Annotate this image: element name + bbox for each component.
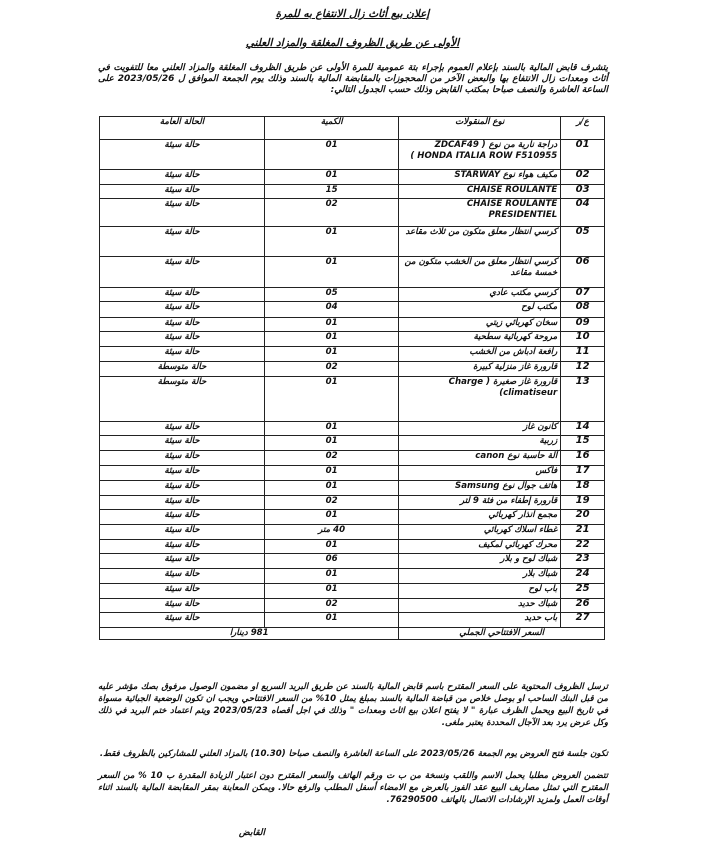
row-qty: 02	[264, 496, 398, 510]
row-kind: زربية	[399, 436, 561, 451]
row-kind: CHAISE ROULANTE	[399, 185, 561, 199]
row-state: حالة سيئة	[100, 451, 265, 466]
row-qty: 01	[264, 257, 398, 288]
table-row	[100, 199, 605, 227]
table-row	[100, 613, 605, 628]
row-num: 18	[561, 481, 605, 496]
row-num: 09	[561, 318, 605, 332]
notice-title-line1: إعلان بيع أثاث زال الانتفاع به للمرة	[275, 8, 430, 20]
row-qty: 01	[264, 540, 398, 554]
row-kind: قارورة غاز صغيرة ( Charge climatiseur)	[399, 377, 561, 422]
row-state: حالة سيئة	[100, 332, 265, 347]
row-num: 08	[561, 302, 605, 318]
row-state: حالة سيئة	[100, 422, 265, 436]
table-body	[100, 140, 605, 628]
row-qty: 02	[264, 599, 398, 613]
table-row	[100, 554, 605, 569]
signature: القابض	[238, 828, 265, 838]
table-row	[100, 436, 605, 451]
row-state: حالة سيئة	[100, 569, 265, 584]
row-num: 05	[561, 227, 605, 257]
row-kind: مروحة كهربائية سطحية	[399, 332, 561, 347]
row-num: 27	[561, 613, 605, 628]
offer-contents-paragraph: تتضمن العروض مطلبا يحمل الاسم واللقب ونسخة من ب ت ورقم الهاتف والسعر المقترح دون اعتبار الزيادة المقدرة ب 10 % من السعر المقترح التي تمثل مصاريف البيع عقد الفوز بالعرض مع الامضاء أسفل المطلب والرفع حالا. ويمكن المعاينة بمقر المقابضة المالية بالسند اثناء أوقات العمل ولمزيد الإرشادات الاتصال بالهاتف 76290500.	[98, 771, 608, 805]
table-row	[100, 332, 605, 347]
items-table	[99, 116, 605, 640]
table-row	[100, 257, 605, 288]
row-state: حالة سيئة	[100, 185, 265, 199]
table-row	[100, 362, 605, 377]
row-kind: باب حديد	[399, 613, 561, 628]
row-qty: 01	[264, 569, 398, 584]
table-row	[100, 302, 605, 318]
row-qty: 01	[264, 466, 398, 481]
table-header-row	[100, 117, 605, 140]
row-num: 14	[561, 422, 605, 436]
row-state: حالة سيئة	[100, 302, 265, 318]
row-num: 19	[561, 496, 605, 510]
row-num: 13	[561, 377, 605, 422]
row-state: حالة سيئة	[100, 540, 265, 554]
table-row	[100, 227, 605, 257]
row-num: 11	[561, 347, 605, 362]
row-kind: دراجة نارية من نوع ( ZDCAF49 HONDA ITALIA ROW F510955 )	[399, 140, 561, 170]
row-state: حالة سيئة	[100, 481, 265, 496]
table-row	[100, 318, 605, 332]
row-num: 10	[561, 332, 605, 347]
row-state: حالة سيئة	[100, 318, 265, 332]
row-qty: 15	[264, 185, 398, 199]
row-num: 23	[561, 554, 605, 569]
row-kind: باب لوح	[399, 584, 561, 599]
table-row	[100, 347, 605, 362]
row-state: حالة سيئة	[100, 584, 265, 599]
row-qty: 01	[264, 227, 398, 257]
row-state: حالة سيئة	[100, 599, 265, 613]
row-kind: كانون غاز	[399, 422, 561, 436]
row-state: حالة سيئة	[100, 436, 265, 451]
total-label: السعر الافتتاحي الجملي	[399, 628, 605, 640]
table-row	[100, 525, 605, 540]
row-num: 06	[561, 257, 605, 288]
table-row	[100, 185, 605, 199]
row-kind: CHAISE ROULANTE PRESIDENTIEL	[399, 199, 561, 227]
row-num: 25	[561, 584, 605, 599]
table-row	[100, 496, 605, 510]
row-kind: محرك كهربائي لمكيف	[399, 540, 561, 554]
row-kind: قارورة غاز منزلية كبيرة	[399, 362, 561, 377]
row-kind: رافعة ادباش من الخشب	[399, 347, 561, 362]
row-state: حالة سيئة	[100, 140, 265, 170]
row-num: 02	[561, 170, 605, 185]
row-kind: غطاء اسلاك كهربائي	[399, 525, 561, 540]
row-state: حالة سيئة	[100, 257, 265, 288]
table-row	[100, 140, 605, 170]
row-qty: 02	[264, 199, 398, 227]
row-state: حالة سيئة	[100, 170, 265, 185]
table-row	[100, 510, 605, 525]
row-kind: فاكس	[399, 466, 561, 481]
table-row	[100, 288, 605, 302]
row-state: حالة متوسطة	[100, 377, 265, 422]
row-num: 26	[561, 599, 605, 613]
row-qty: 40 متر	[264, 525, 398, 540]
row-kind: مكتب لوح	[399, 302, 561, 318]
table-row	[100, 540, 605, 554]
row-kind: شباك لوح و بلار	[399, 554, 561, 569]
row-kind: قارورة إطفاء من فئة 9 لتر	[399, 496, 561, 510]
row-qty: 02	[264, 362, 398, 377]
table-row	[100, 170, 605, 185]
row-qty: 01	[264, 422, 398, 436]
row-kind: كرسي مكتب عادي	[399, 288, 561, 302]
row-qty: 01	[264, 613, 398, 628]
row-qty: 06	[264, 554, 398, 569]
row-state: حالة سيئة	[100, 347, 265, 362]
row-state: حالة سيئة	[100, 525, 265, 540]
row-state: حالة سيئة	[100, 227, 265, 257]
table-row	[100, 451, 605, 466]
table-row	[100, 584, 605, 599]
row-state: حالة متوسطة	[100, 362, 265, 377]
row-num: 04	[561, 199, 605, 227]
row-kind: كرسي انتظار معلق متكون من ثلاث مقاعد	[399, 227, 561, 257]
row-num: 24	[561, 569, 605, 584]
row-num: 21	[561, 525, 605, 540]
header-state: الحالة العامة	[100, 117, 265, 140]
session-paragraph: تكون جلسة فتح العروض يوم الجمعة 2023/05/26 على الساعة العاشرة والنصف صباحا (10.30) بالمزاد العلني للمشاركين بالظروف فقط.	[99, 749, 608, 759]
row-qty: 01	[264, 347, 398, 362]
row-qty: 05	[264, 288, 398, 302]
header-kind: نوع المنقولات	[399, 117, 561, 140]
row-kind: سخان كهربائي زيتي	[399, 318, 561, 332]
intro-paragraph: يتشرف قابض المالية بالسند بإعلام العموم بإجراء بتة عمومية للمرة الأولى عن طريق الظروف المغلقة والمزاد العلني معا للتفويت في أثاث ومعدات زال الانتفاع بها والبعض الآخر من المحجوزات بالمقابضة المالية بالسند وذلك يوم الجمعة الموافق ل 2023/05/26 على الساعة العاشرة والنصف صباحا بمكتب القابض وذلك حسب الجدول التالي:	[98, 63, 609, 95]
row-num: 07	[561, 288, 605, 302]
table-row	[100, 481, 605, 496]
row-state: حالة سيئة	[100, 510, 265, 525]
row-qty: 01	[264, 377, 398, 422]
submission-paragraph: ترسل الظروف المحتوية على السعر المقترح باسم قابض المالية بالسند عن طريق البريد السريع او مضمون الوصول مرفوق بصك مؤشر عليه من قبل البنك الساحب او بوصل خلاص من قباضة المالية بالسند بمبلغ يمثل 10% من السعر الافتتاحي ويجب ان تكون الوضعية الجبائية مسواة في تاريخ البيع ويحمل الظرف عبارة " لا يفتح اعلان بيع اثاث ومعدات " وذلك في اجل أقصاه 2023/05/23 ويتم اعتماد ختم البريد في ذلك وكل عرض يرد بعد الآجال المحددة يعتبر ملغى.	[98, 682, 609, 728]
table-row	[100, 466, 605, 481]
row-kind: شباك بلار	[399, 569, 561, 584]
row-qty: 01	[264, 170, 398, 185]
row-qty: 04	[264, 302, 398, 318]
row-state: حالة سيئة	[100, 554, 265, 569]
row-qty: 01	[264, 332, 398, 347]
row-num: 16	[561, 451, 605, 466]
row-state: حالة سيئة	[100, 466, 265, 481]
row-qty: 01	[264, 318, 398, 332]
row-num: 17	[561, 466, 605, 481]
row-kind: مكيف هواء نوع STARWAY	[399, 170, 561, 185]
row-qty: 01	[264, 436, 398, 451]
row-num: 15	[561, 436, 605, 451]
row-qty: 01	[264, 510, 398, 525]
notice-title-line2: الأولى عن طريق الظروف المغلقة والمزاد العلني	[245, 37, 460, 49]
row-num: 01	[561, 140, 605, 170]
row-qty: 01	[264, 140, 398, 170]
table-row	[100, 377, 605, 422]
row-qty: 02	[264, 451, 398, 466]
row-kind: مجمع انذار كهربائي	[399, 510, 561, 525]
row-kind: هاتف جوال نوع Samsung	[399, 481, 561, 496]
header-qty: الكمية	[264, 117, 398, 140]
row-state: حالة سيئة	[100, 496, 265, 510]
row-num: 12	[561, 362, 605, 377]
row-num: 22	[561, 540, 605, 554]
table-row	[100, 422, 605, 436]
row-kind: كرسي انتظار معلق من الخشب متكون من خمسة مقاعد	[399, 257, 561, 288]
table-row	[100, 599, 605, 613]
total-row	[100, 628, 605, 640]
row-qty: 01	[264, 584, 398, 599]
header-num: ع/ر	[561, 117, 605, 140]
row-state: حالة سيئة	[100, 288, 265, 302]
total-value: 981 دينارا	[100, 628, 399, 640]
row-state: حالة سيئة	[100, 199, 265, 227]
row-num: 03	[561, 185, 605, 199]
row-kind: آلة حاسبة نوع canon	[399, 451, 561, 466]
row-state: حالة سيئة	[100, 613, 265, 628]
row-qty: 01	[264, 481, 398, 496]
row-num: 20	[561, 510, 605, 525]
row-kind: شباك حديد	[399, 599, 561, 613]
table-row	[100, 569, 605, 584]
